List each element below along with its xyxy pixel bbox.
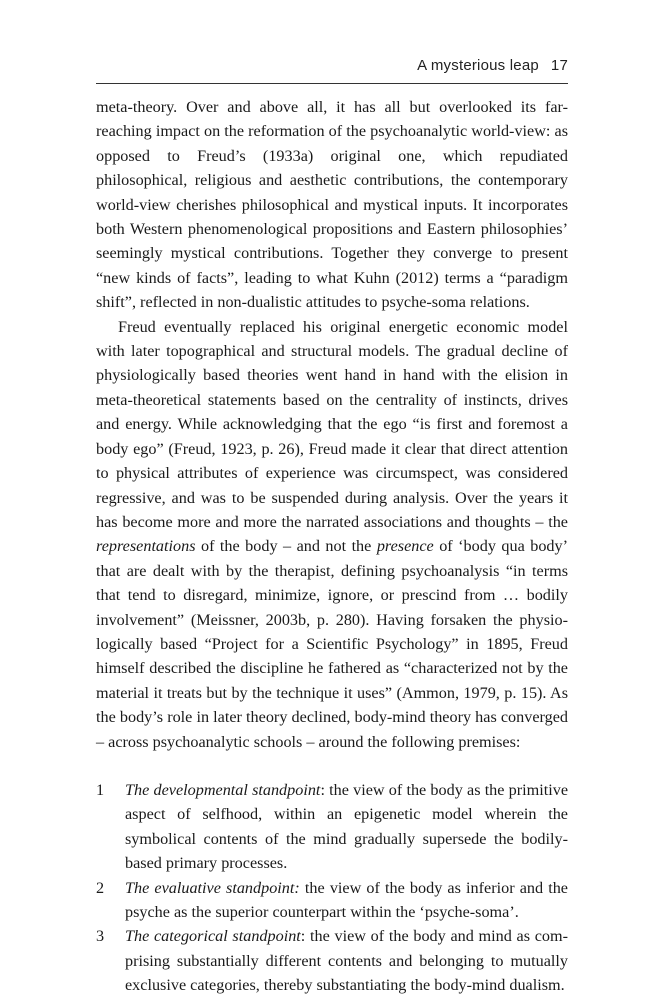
list-text: the view of the body as the primitive aspect of selfhood, within an epigenetic model wherein the symbolical contents of the mind gradually supersede the bodily-based primary processes. bbox=[125, 780, 569, 873]
paragraph-text: of the body – and not the bbox=[195, 537, 377, 556]
running-head bbox=[417, 57, 568, 74]
paragraph-2 bbox=[96, 315, 568, 754]
running-title: A mysterious leap bbox=[417, 57, 539, 74]
list-item bbox=[96, 924, 568, 997]
list-punct: : bbox=[320, 780, 325, 799]
list-text: the view of the body as inferior and the psyche as the superior counterpart within the ‘psyche-soma’. bbox=[125, 878, 568, 921]
list-number: 2 bbox=[96, 878, 105, 897]
emphasis-text: representations bbox=[96, 537, 196, 556]
list-item bbox=[96, 778, 568, 876]
list-punct: : bbox=[300, 927, 306, 946]
list-text: the view of the body and mind as comprising substantially different contents and belonging to mutually exclusive categories, thereby substantiating the body-mind dualism. bbox=[125, 927, 568, 995]
paragraph-text: Freud eventually replaced his original energetic economic model with later topographical and structural models. The gradual decline of physiologically based theories went hand in hand with the elision in meta-theoretical statements based on the centrality of instincts, drives and energy. While acknowledging that the ego “is first and foremost a body ego” (Freud, 1923, p. 26), Freud made it clear that direct attention to physical attributes of experience was circumspect, was considered regressive, and was to be suspended during analysis. Over the years it has become more and more the narrated associations and thoughts – the bbox=[96, 317, 568, 531]
paragraph-text: meta-theory. Over and above all, it has all but overlooked its far-reaching impact on the reformation of the psychoanalytic world-view: as opposed to Freud’s (1933a) original one, which repudiated philosophical, religious and aesthetic contributions, the contemporary world-view cherishes philosophical and mystical inputs. It incorporates both Western phenomenological propositions and Eastern philosophies’ seemingly mystical contributions. Together they converge to present “new kinds of facts”, leading to what Kuhn (2012) terms a “paradigm shift”, reflected in non-dualistic attitudes to psyche-soma relations. bbox=[96, 98, 568, 312]
page-header bbox=[96, 57, 568, 84]
list-number: 1 bbox=[96, 780, 105, 799]
body-text bbox=[96, 95, 568, 998]
paragraph-text: of ‘body qua body’ that are dealt with by the therapist, defining psychoanalysis “in terms that tend to disregard, minimize, ignore, or prescind from … bodily involvement” (Meissner, 2003b, p. 280). Having forsaken the physiologically based “Project for a Scientific Psychology” in 1895, Freud himself described the discipline he fathered as “characterized not by the material it treats but by the technique it uses” (Ammon, 1979, p. 15). As the body’s role in later theory declined, body-mind theory has converged – across psychoanalytic schools – around the following premises: bbox=[96, 537, 569, 751]
list-item bbox=[96, 876, 568, 925]
emphasis-text: presence bbox=[376, 537, 434, 556]
list-term: The categorical standpoint bbox=[125, 927, 301, 946]
page-number: 17 bbox=[550, 57, 568, 74]
list-term: The developmental standpoint bbox=[125, 780, 321, 799]
list-term: The evaluative standpoint: bbox=[125, 878, 300, 897]
premises-list bbox=[96, 778, 568, 998]
list-number: 3 bbox=[96, 927, 105, 946]
paragraph-1 bbox=[96, 95, 568, 315]
